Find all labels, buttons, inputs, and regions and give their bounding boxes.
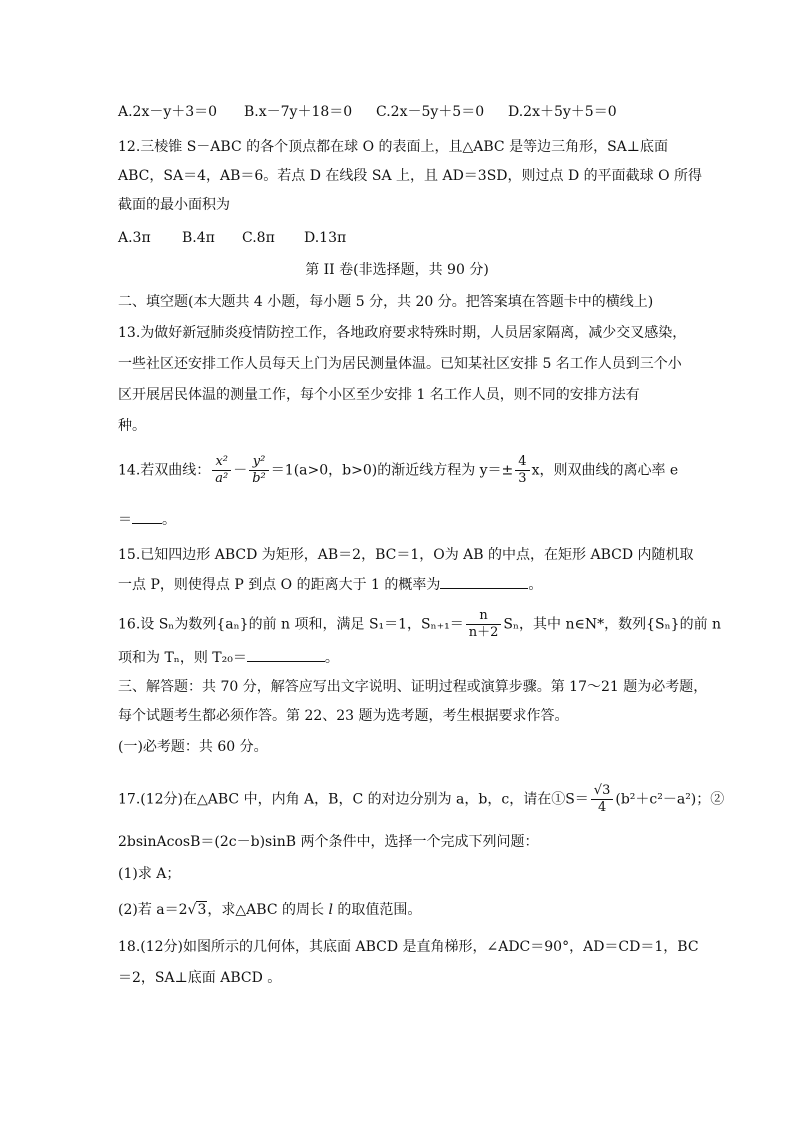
section3-line-1: 三、解答题：共 70 分，解答应写出文字说明、证明过程或演算步骤。第 17～21 题为必考题， xyxy=(118,679,708,695)
q16-line-2 xyxy=(118,647,339,668)
q14-line2-suffix: 。 xyxy=(162,512,176,528)
q16-answer-blank[interactable] xyxy=(247,647,325,662)
q17-frac-num: √3 xyxy=(591,783,614,800)
q15-answer-blank[interactable] xyxy=(440,574,528,589)
q17-perimeter-var: l xyxy=(328,902,333,918)
q12-line-1: 12.三棱锥 S－ABC 的各个顶点都在球 O 的表面上，且△ABC 是等边三角形，SA⊥底面 xyxy=(118,139,668,155)
q11-options xyxy=(118,102,617,122)
q13-line-3: 区开展居民体温的测量工作，每个小区至少安排 1 名工作人员，则不同的安排方法有 xyxy=(118,387,640,403)
q17-line4-prefix: (2)若 a＝2 xyxy=(118,902,188,918)
q13-line-2: 一些社区还安排工作人员每天上门为居民测量体温。已知某社区安排 5 名工作人员到三个小 xyxy=(118,356,682,372)
q17-line4-suffix: 的取值范围。 xyxy=(332,902,422,918)
q11-option-b: B.x－7y＋18＝0 xyxy=(244,104,353,120)
q17-prefix: 17.(12分)在△ABC 中，内角 A，B，C 的对边分别为 a，b，c，请在①S＝ xyxy=(118,791,589,808)
q12-option-c: C.8π xyxy=(242,230,275,246)
q12-line-2: ABC，SA＝4，AB＝6。若点 D 在线段 SA 上，且 AD＝3SD，则过点 D 的平面截球 O 所得 xyxy=(118,168,703,184)
q11-option-c: C.2x－5y＋5＝0 xyxy=(376,104,485,120)
q17-line-3: (1)求 A； xyxy=(118,866,181,882)
q12-option-b: B.4π xyxy=(182,230,215,246)
q17-frac-den: 4 xyxy=(597,800,607,815)
q14-line-2 xyxy=(118,509,176,530)
q16-line2-suffix: 。 xyxy=(324,650,339,666)
q17-suffix: (b²＋c²－a²)；② xyxy=(615,791,725,808)
part2-title: 第 II 卷(非选择题，共 90 分) xyxy=(305,262,489,278)
q14-frac1-num: x² xyxy=(212,454,231,471)
q14-suffix: x，则双曲线的离心率 e xyxy=(531,462,679,479)
q12-option-d: D.13π xyxy=(304,230,347,246)
q14-line2-prefix: ＝ xyxy=(118,512,132,528)
q15-line2-prefix: 一点 P，则使得点 P 到点 O 的距离大于 1 的概率为 xyxy=(118,577,441,593)
q14-frac2-den: b² xyxy=(252,471,266,486)
q14-answer-blank[interactable] xyxy=(132,509,162,524)
q14-fraction-y xyxy=(249,454,269,487)
q14-frac3-num: 4 xyxy=(515,454,529,471)
q14-minus: － xyxy=(233,462,248,479)
q13-line-4: 种。 xyxy=(118,418,146,434)
q16-frac-den: n＋2 xyxy=(468,625,499,640)
q12-option-a: A.3π xyxy=(118,230,151,246)
q18-line-1: 18.(12分)如图所示的几何体，其底面 ABCD 是直角梯形，∠ADC＝90°，AD＝CD＝1，BC xyxy=(118,939,699,955)
q14-frac1-den: a² xyxy=(215,471,229,486)
q16-prefix: 16.设 Sₙ为数列{aₙ}的前 n 项和，满足 S₁＝1，Sₙ₊₁＝ xyxy=(118,616,464,633)
q16-line2-prefix: 项和为 Tₙ，则 T₂₀＝ xyxy=(118,650,247,666)
q12-line-3: 截面的最小面积为 xyxy=(118,197,230,213)
q11-option-a: A.2x－y＋3＝0 xyxy=(118,104,218,120)
q17-line-2: 2bsinAcosB＝(2c－b)sinB 两个条件中，选择一个完成下列问题： xyxy=(118,834,539,850)
q14-fraction-slope xyxy=(515,454,529,487)
q16-fraction xyxy=(466,608,502,641)
q16-suffix: Sₙ，其中 n∈N*，数列{Sₙ}的前 n xyxy=(503,616,722,633)
q14-frac2-num: y² xyxy=(249,454,269,471)
q14-prefix: 14.若双曲线： xyxy=(118,462,211,479)
q12-options xyxy=(118,228,346,248)
q18-line-2: ＝2，SA⊥底面 ABCD 。 xyxy=(118,970,282,986)
q14-fraction-x xyxy=(212,454,231,487)
q17-radicand: 3 xyxy=(197,902,207,918)
q14-line-1 xyxy=(118,454,678,487)
section2-heading: 二、填空题(本大题共 4 小题，每小题 5 分，共 20 分。把答案填在答题卡中的横线上) xyxy=(118,294,654,310)
q17-line-4 xyxy=(118,900,421,920)
q15-line2-suffix: 。 xyxy=(528,577,543,593)
sqrt-symbol: √3 xyxy=(187,902,207,918)
q16-frac-num: n xyxy=(466,608,502,625)
q17-fraction xyxy=(591,783,614,816)
q11-option-d: D.2x＋5y＋5＝0 xyxy=(508,104,617,120)
section3-line-2: 每个试题考生都必须作答。第 22、23 题为选考题，考生根据要求作答。 xyxy=(118,708,569,724)
q14-mid: ＝1(a>0，b>0)的渐近线方程为 y＝± xyxy=(270,462,514,479)
section3-line-3: (一)必考题：共 60 分。 xyxy=(118,739,268,755)
q13-line-1: 13.为做好新冠肺炎疫情防控工作，各地政府要求特殊时期，人员居家隔离，减少交叉感染， xyxy=(118,325,687,341)
q17-line4-mid: ，求△ABC 的周长 xyxy=(207,902,329,918)
q15-line-1: 15.已知四边形 ABCD 为矩形，AB＝2，BC＝1，O为 AB 的中点，在矩形 ABCD 内随机取 xyxy=(118,547,694,563)
q15-line-2 xyxy=(118,574,542,595)
q16-line-1 xyxy=(118,608,721,641)
q14-frac3-den: 3 xyxy=(518,471,527,486)
q17-line-1 xyxy=(118,783,724,816)
